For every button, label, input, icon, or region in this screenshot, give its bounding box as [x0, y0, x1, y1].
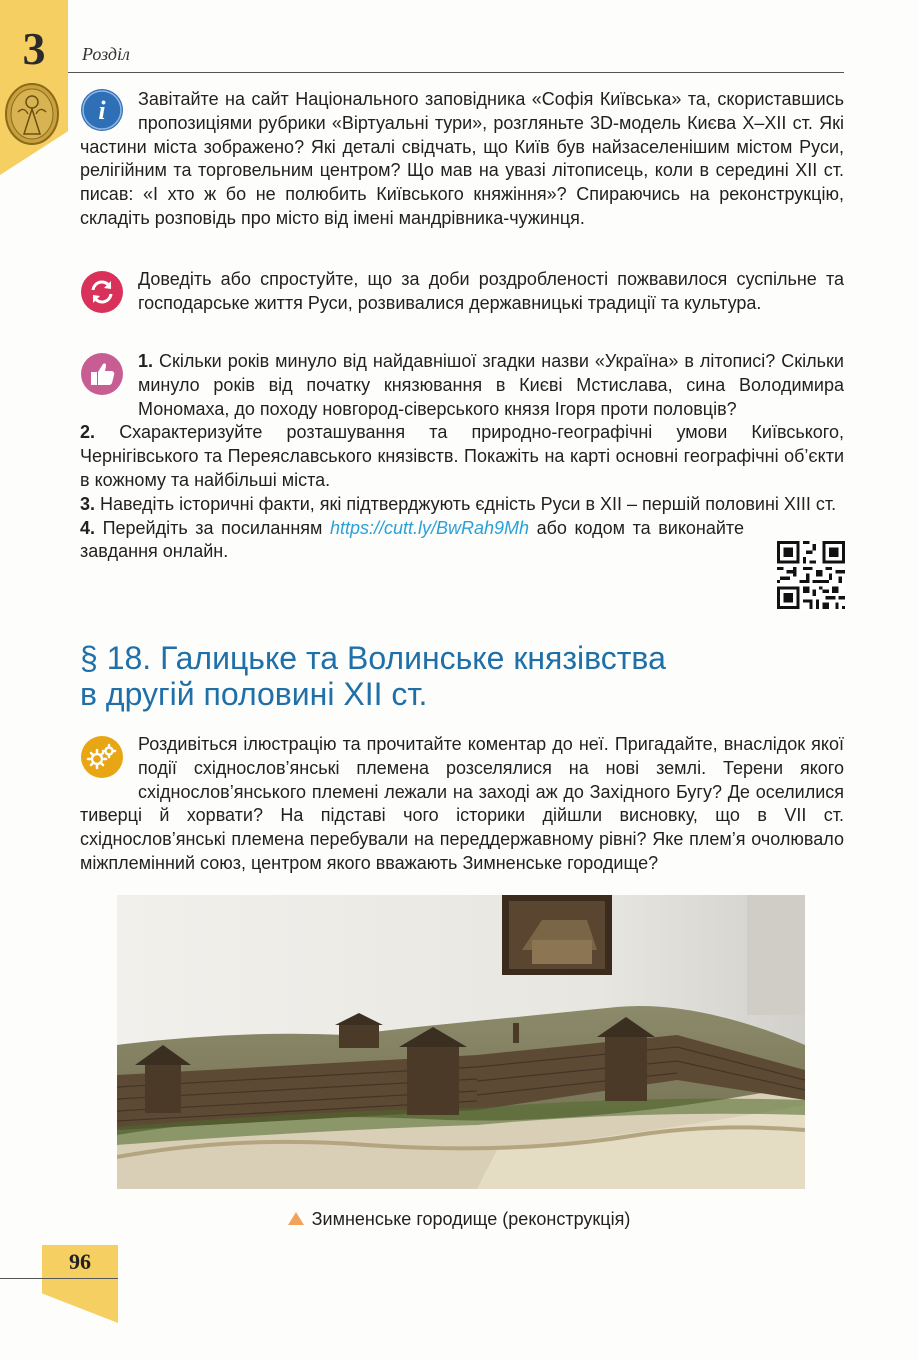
task-2-text: Схарактеризуйте розташування та природно-географічні умови Київського, Чернігівського та Переяславського князівств. Покажіть на карті основні географічні об’єкти в кожному та найбільші міста. [80, 422, 844, 490]
coin-emblem-icon [4, 82, 60, 146]
task-1 [80, 350, 844, 421]
thumb-icon-wrap [80, 352, 138, 398]
tasks-block [80, 350, 844, 564]
section-title [80, 640, 666, 712]
task-1-number: 1. [138, 351, 154, 371]
hillfort-reconstruction-photo [117, 895, 805, 1189]
task-2 [80, 421, 844, 492]
task-3 [80, 493, 844, 517]
task-1-text: Скільки років минуло від найдавнішої згадки назви «Україна» в літописі? Скільки минуло років від початку князювання в Києві Мстислава, сина Володимира Мономаха, до походу новгород-сіверського князя Ігоря проти половців? [138, 351, 844, 419]
thumbs-up-icon [80, 352, 124, 396]
task-4-number: 4. [80, 517, 96, 538]
info-block [80, 88, 844, 231]
cycle-block [80, 268, 844, 316]
task-4 [80, 517, 744, 565]
gear-text: Роздивіться ілюстрацію та прочитайте коментар до неї. Пригадайте, внаслідок якої події східнослов’янські племена розселялися на нові землі. Терени якого східнослов’янського племені лежали на заході аж до Західного Бугу? Де оселилися тиверці й хорвати? На підставі чого історики дійшли висновку, що в VII ст. східнослов’янські племена перебували на переддержавному рівні? Яке плем’я очолювало міжплемінний союз, центром якого вважають Зимненське городище? [80, 734, 844, 873]
task-4-text-before: Перейдіть за посиланням [102, 517, 323, 538]
task-4-link[interactable]: https://cutt.ly/BwRah9Mh [329, 517, 530, 538]
qr-code[interactable] [777, 541, 845, 609]
gear-block [80, 733, 844, 876]
svg-text:i: i [98, 96, 106, 125]
section-title-line2: в другій половині XII ст. [80, 676, 428, 712]
triangle-marker-icon [288, 1212, 304, 1225]
gears-icon [80, 735, 124, 779]
footer-divider [0, 1278, 118, 1279]
info-text: Завітайте на сайт Національного заповідника «Софія Київська» та, скориставшись пропозиціями рубрики «Віртуальні тури», розгляньте 3D-модель Києва X–XII ст. Які частини міста зображено? Які деталі свідчать, що Київ був найзаселенішим містом Руси, релігійним та торговельним центром? Що мав на увазі літописець, коли в середині XII ст. писав: «І хто ж бо не полюбить Київського княжіння»? Спираючись на реконструкцію, складіть розповідь про місто від імені мандрівника-чужинця. [80, 89, 844, 228]
info-icon-wrap [80, 88, 138, 134]
task-3-number: 3. [80, 493, 96, 514]
cycle-icon-wrap [80, 270, 138, 316]
header-divider [68, 72, 844, 73]
refresh-icon [80, 270, 124, 314]
figure-caption [0, 1209, 918, 1230]
info-icon [80, 88, 124, 132]
gears-icon-wrap [80, 735, 138, 781]
page-number: 96 [69, 1249, 91, 1274]
chapter-number: 3 [22, 23, 46, 74]
task-2-number: 2. [80, 422, 96, 443]
cycle-text: Доведіть або спростуйте, що за доби роздробленості пожвавилося суспільне та господарське життя Руси, розвивалися державницькі традиції та культура. [138, 269, 844, 313]
figure-caption-text: Зимненське городище (реконструкція) [311, 1209, 631, 1229]
task-3-text: Наведіть історичні факти, які підтверджують єдність Руси в XII – першій половині XIII ст. [100, 493, 837, 514]
section-title-line1: § 18. Галицьке та Волинське князівства [80, 640, 666, 676]
chapter-label: Розділ [82, 44, 130, 64]
task-4-text-after: або кодом та виконайте завдання онлайн. [80, 517, 744, 562]
